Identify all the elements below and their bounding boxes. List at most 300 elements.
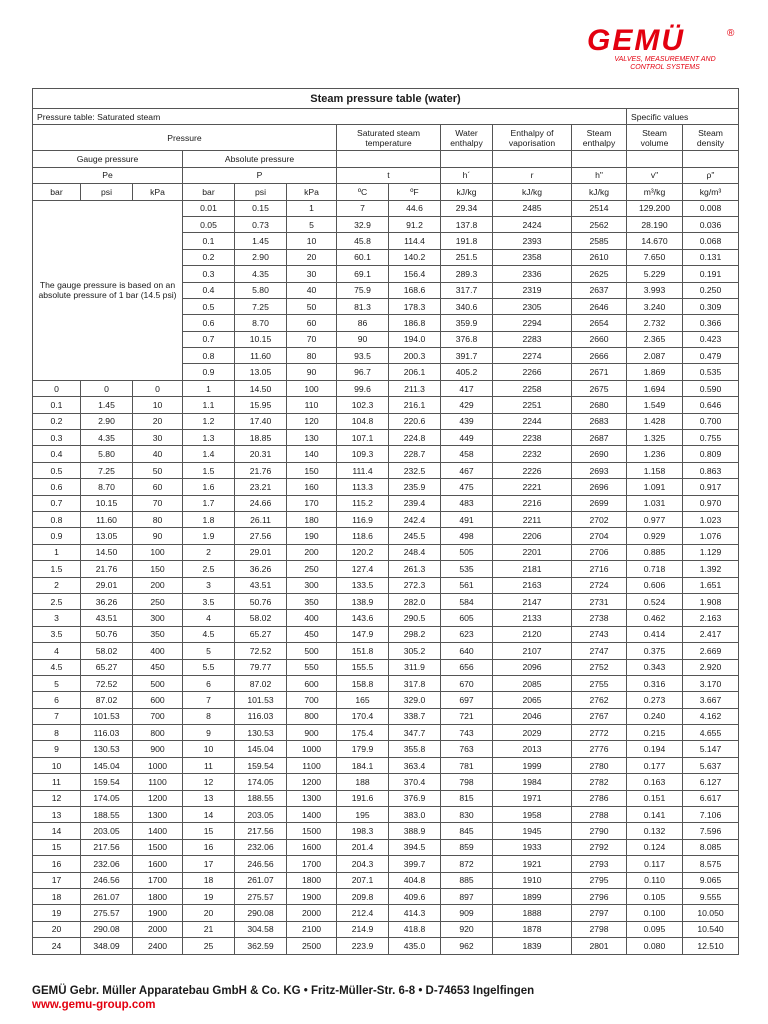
cell-r: 2163 <box>493 577 572 593</box>
cell-g-psi: 58.02 <box>81 643 133 659</box>
footer-website-link[interactable]: www.gemu-group.com <box>32 999 156 1011</box>
table-row <box>33 511 739 527</box>
cell-h-steam: 2796 <box>572 888 627 904</box>
table-row <box>33 643 739 659</box>
cell-v: 0.100 <box>627 905 683 921</box>
cell-h-water: 505 <box>441 544 493 560</box>
cell-g-bar: 16 <box>33 856 81 872</box>
cell-rho: 8.575 <box>683 856 739 872</box>
cell-t-f: 298.2 <box>389 626 441 642</box>
cell-a-bar: 0.2 <box>183 249 235 265</box>
cell-h-steam: 2690 <box>572 446 627 462</box>
cell-t-c: 99.6 <box>337 380 389 396</box>
cell-g-bar: 15 <box>33 839 81 855</box>
cell-g-bar: 0.9 <box>33 528 81 544</box>
cell-t-f: 235.9 <box>389 479 441 495</box>
cell-a-kpa: 1500 <box>287 823 337 839</box>
header-blank <box>627 151 683 167</box>
cell-rho: 2.163 <box>683 610 739 626</box>
cell-h-water: 498 <box>441 528 493 544</box>
cell-v: 0.273 <box>627 692 683 708</box>
cell-a-psi: 159.54 <box>235 757 287 773</box>
cell-rho: 10.540 <box>683 921 739 937</box>
cell-h-water: 721 <box>441 708 493 724</box>
cell-rho: 2.417 <box>683 626 739 642</box>
cell-a-kpa: 700 <box>287 692 337 708</box>
footer-company-address: GEMÜ Gebr. Müller Apparatebau GmbH & Co. KG • Fritz-Müller-Str. 6-8 • D-74653 Ingelfingen <box>32 985 535 997</box>
table-row <box>33 561 739 577</box>
cell-h-steam: 2693 <box>572 462 627 478</box>
cell-v: 1.428 <box>627 413 683 429</box>
cell-t-c: 170.4 <box>337 708 389 724</box>
cell-g-psi: 2.90 <box>81 413 133 429</box>
cell-v: 3.240 <box>627 298 683 314</box>
cell-v: 28.190 <box>627 216 683 232</box>
cell-t-f: 228.7 <box>389 446 441 462</box>
cell-a-kpa: 450 <box>287 626 337 642</box>
cell-rho: 0.068 <box>683 233 739 249</box>
cell-t-c: 223.9 <box>337 938 389 954</box>
cell-a-psi: 72.52 <box>235 643 287 659</box>
cell-a-bar: 1.6 <box>183 479 235 495</box>
cell-v: 0.194 <box>627 741 683 757</box>
cell-v: 1.091 <box>627 479 683 495</box>
cell-t-c: 147.9 <box>337 626 389 642</box>
header-steam-volume: Steam volume <box>627 125 683 151</box>
cell-a-psi: 217.56 <box>235 823 287 839</box>
cell-t-c: 7 <box>337 200 389 216</box>
cell-rho: 0.970 <box>683 495 739 511</box>
cell-t-f: 383.0 <box>389 807 441 823</box>
cell-h-steam: 2696 <box>572 479 627 495</box>
cell-t-f: 370.4 <box>389 774 441 790</box>
cell-g-bar: 0 <box>33 380 81 396</box>
cell-a-kpa: 2000 <box>287 905 337 921</box>
cell-v: 0.929 <box>627 528 683 544</box>
cell-t-f: 114.4 <box>389 233 441 249</box>
cell-h-steam: 2625 <box>572 266 627 282</box>
cell-a-psi: 65.27 <box>235 626 287 642</box>
cell-t-c: 204.3 <box>337 856 389 872</box>
cell-h-water: 429 <box>441 397 493 413</box>
cell-r: 1839 <box>493 938 572 954</box>
cell-t-c: 201.4 <box>337 839 389 855</box>
cell-r: 2238 <box>493 430 572 446</box>
brand-logo-block <box>585 24 745 76</box>
cell-r: 1888 <box>493 905 572 921</box>
header-saturated-temp: Saturated steam temperature <box>337 125 441 151</box>
cell-g-bar: 20 <box>33 921 81 937</box>
cell-rho: 4.162 <box>683 708 739 724</box>
cell-g-psi: 0 <box>81 380 133 396</box>
cell-h-steam: 2680 <box>572 397 627 413</box>
table-row <box>33 790 739 806</box>
table-row <box>33 200 739 216</box>
cell-h-water: 872 <box>441 856 493 872</box>
cell-rho: 2.920 <box>683 659 739 675</box>
cell-h-steam: 2793 <box>572 856 627 872</box>
table-row <box>33 397 739 413</box>
cell-h-steam: 2716 <box>572 561 627 577</box>
cell-v: 0.151 <box>627 790 683 806</box>
cell-a-bar: 0.1 <box>183 233 235 249</box>
cell-a-bar: 1.5 <box>183 462 235 478</box>
cell-a-bar: 1.2 <box>183 413 235 429</box>
cell-a-kpa: 1100 <box>287 757 337 773</box>
cell-v: 1.549 <box>627 397 683 413</box>
cell-g-kpa: 30 <box>133 430 183 446</box>
cell-t-f: 248.4 <box>389 544 441 560</box>
unit-gauge-bar: bar <box>33 184 81 200</box>
cell-h-water: 962 <box>441 938 493 954</box>
cell-g-bar: 10 <box>33 757 81 773</box>
table-row <box>33 823 739 839</box>
table-row <box>33 921 739 937</box>
cell-a-psi: 101.53 <box>235 692 287 708</box>
cell-a-bar: 1.7 <box>183 495 235 511</box>
cell-g-kpa: 250 <box>133 593 183 609</box>
table-row <box>33 610 739 626</box>
cell-v: 0.163 <box>627 774 683 790</box>
section-specific-values: Specific values <box>627 109 739 125</box>
cell-a-psi: 304.58 <box>235 921 287 937</box>
cell-t-f: 272.3 <box>389 577 441 593</box>
cell-t-c: 109.3 <box>337 446 389 462</box>
cell-a-bar: 7 <box>183 692 235 708</box>
cell-t-f: 242.4 <box>389 511 441 527</box>
header-steam-enthalpy: Steam enthalpy <box>572 125 627 151</box>
cell-v: 2.732 <box>627 315 683 331</box>
unit-steam-enthalpy: kJ/kg <box>572 184 627 200</box>
cell-a-kpa: 550 <box>287 659 337 675</box>
cell-v: 0.316 <box>627 675 683 691</box>
gemu-logo <box>585 24 745 56</box>
cell-a-psi: 36.26 <box>235 561 287 577</box>
cell-v: 0.132 <box>627 823 683 839</box>
cell-h-steam: 2801 <box>572 938 627 954</box>
cell-g-psi: 7.25 <box>81 462 133 478</box>
cell-h-steam: 2637 <box>572 282 627 298</box>
cell-g-bar: 13 <box>33 807 81 823</box>
cell-h-steam: 2790 <box>572 823 627 839</box>
cell-g-kpa: 40 <box>133 446 183 462</box>
cell-a-kpa: 20 <box>287 249 337 265</box>
cell-a-bar: 4 <box>183 610 235 626</box>
cell-r: 1984 <box>493 774 572 790</box>
cell-g-kpa: 200 <box>133 577 183 593</box>
cell-h-water: 697 <box>441 692 493 708</box>
cell-h-steam: 2585 <box>572 233 627 249</box>
cell-g-psi: 5.80 <box>81 446 133 462</box>
cell-g-bar: 1 <box>33 544 81 560</box>
cell-v: 0.141 <box>627 807 683 823</box>
cell-v: 0.215 <box>627 725 683 741</box>
cell-g-psi: 246.56 <box>81 872 133 888</box>
cell-rho: 1.392 <box>683 561 739 577</box>
cell-h-steam: 2699 <box>572 495 627 511</box>
cell-t-c: 143.6 <box>337 610 389 626</box>
table-row <box>33 446 739 462</box>
cell-a-psi: 2.90 <box>235 249 287 265</box>
cell-g-kpa: 80 <box>133 511 183 527</box>
cell-g-bar: 17 <box>33 872 81 888</box>
cell-rho: 4.655 <box>683 725 739 741</box>
table-row <box>33 757 739 773</box>
cell-v: 0.524 <box>627 593 683 609</box>
cell-a-psi: 145.04 <box>235 741 287 757</box>
cell-rho: 2.669 <box>683 643 739 659</box>
cell-t-f: 305.2 <box>389 643 441 659</box>
cell-g-psi: 261.07 <box>81 888 133 904</box>
cell-a-bar: 0.05 <box>183 216 235 232</box>
cell-h-steam: 2782 <box>572 774 627 790</box>
cell-a-psi: 13.05 <box>235 364 287 380</box>
cell-h-steam: 2671 <box>572 364 627 380</box>
cell-h-steam: 2743 <box>572 626 627 642</box>
cell-a-kpa: 150 <box>287 462 337 478</box>
header-blank <box>572 151 627 167</box>
header-water-enthalpy: Water enthalpy <box>441 125 493 151</box>
cell-h-water: 289.3 <box>441 266 493 282</box>
cell-a-bar: 12 <box>183 774 235 790</box>
cell-a-bar: 6 <box>183 675 235 691</box>
cell-h-water: 605 <box>441 610 493 626</box>
cell-a-bar: 8 <box>183 708 235 724</box>
cell-a-psi: 116.03 <box>235 708 287 724</box>
cell-a-kpa: 50 <box>287 298 337 314</box>
table-row <box>33 774 739 790</box>
cell-r: 2244 <box>493 413 572 429</box>
cell-a-kpa: 30 <box>287 266 337 282</box>
cell-g-kpa: 1300 <box>133 807 183 823</box>
cell-g-bar: 7 <box>33 708 81 724</box>
cell-g-kpa: 400 <box>133 643 183 659</box>
cell-t-c: 45.8 <box>337 233 389 249</box>
cell-g-psi: 87.02 <box>81 692 133 708</box>
cell-g-kpa: 100 <box>133 544 183 560</box>
cell-h-water: 340.6 <box>441 298 493 314</box>
cell-h-water: 798 <box>441 774 493 790</box>
cell-a-kpa: 300 <box>287 577 337 593</box>
cell-rho: 0.700 <box>683 413 739 429</box>
cell-h-water: 670 <box>441 675 493 691</box>
cell-a-bar: 0.6 <box>183 315 235 331</box>
table-row <box>33 659 739 675</box>
cell-t-f: 311.9 <box>389 659 441 675</box>
cell-rho: 5.637 <box>683 757 739 773</box>
cell-a-bar: 5 <box>183 643 235 659</box>
cell-r: 2266 <box>493 364 572 380</box>
cell-a-kpa: 120 <box>287 413 337 429</box>
cell-h-steam: 2562 <box>572 216 627 232</box>
cell-a-kpa: 170 <box>287 495 337 511</box>
cell-g-psi: 188.55 <box>81 807 133 823</box>
cell-t-f: 290.5 <box>389 610 441 626</box>
cell-a-bar: 2 <box>183 544 235 560</box>
cell-a-bar: 0.7 <box>183 331 235 347</box>
cell-h-water: 483 <box>441 495 493 511</box>
cell-a-bar: 11 <box>183 757 235 773</box>
tagline-line-1: VALVES, MEASUREMENT AND <box>614 56 716 63</box>
cell-a-kpa: 900 <box>287 725 337 741</box>
cell-a-bar: 18 <box>183 872 235 888</box>
cell-r: 2485 <box>493 200 572 216</box>
cell-t-c: 155.5 <box>337 659 389 675</box>
cell-a-bar: 0.9 <box>183 364 235 380</box>
cell-rho: 8.085 <box>683 839 739 855</box>
cell-h-steam: 2795 <box>572 872 627 888</box>
cell-v: 1.694 <box>627 380 683 396</box>
cell-t-c: 116.9 <box>337 511 389 527</box>
cell-v: 0.105 <box>627 888 683 904</box>
cell-g-bar: 6 <box>33 692 81 708</box>
cell-rho: 0.036 <box>683 216 739 232</box>
cell-g-bar: 8 <box>33 725 81 741</box>
cell-g-kpa: 2000 <box>133 921 183 937</box>
cell-v: 0.414 <box>627 626 683 642</box>
cell-a-psi: 43.51 <box>235 577 287 593</box>
cell-t-c: 138.9 <box>337 593 389 609</box>
cell-t-c: 60.1 <box>337 249 389 265</box>
cell-g-kpa: 0 <box>133 380 183 396</box>
unit-celsius: ºC <box>337 184 389 200</box>
cell-t-c: 212.4 <box>337 905 389 921</box>
cell-t-f: 156.4 <box>389 266 441 282</box>
cell-a-kpa: 140 <box>287 446 337 462</box>
cell-a-kpa: 600 <box>287 675 337 691</box>
cell-t-c: 115.2 <box>337 495 389 511</box>
cell-h-water: 417 <box>441 380 493 396</box>
cell-r: 1945 <box>493 823 572 839</box>
cell-t-f: 186.8 <box>389 315 441 331</box>
cell-a-kpa: 400 <box>287 610 337 626</box>
table-row <box>33 708 739 724</box>
cell-rho: 12.510 <box>683 938 739 954</box>
cell-t-c: 207.1 <box>337 872 389 888</box>
header-blank <box>493 151 572 167</box>
cell-t-f: 376.9 <box>389 790 441 806</box>
cell-v: 1.236 <box>627 446 683 462</box>
cell-g-kpa: 2400 <box>133 938 183 954</box>
cell-t-f: 394.5 <box>389 839 441 855</box>
cell-a-kpa: 100 <box>287 380 337 396</box>
cell-t-f: 435.0 <box>389 938 441 954</box>
cell-t-f: 245.5 <box>389 528 441 544</box>
cell-a-bar: 0.5 <box>183 298 235 314</box>
cell-a-psi: 23.21 <box>235 479 287 495</box>
header-steam-density: Steam density <box>683 125 739 151</box>
symbol-pe: Pe <box>33 167 183 183</box>
cell-t-c: 175.4 <box>337 725 389 741</box>
cell-g-kpa: 500 <box>133 675 183 691</box>
cell-a-bar: 20 <box>183 905 235 921</box>
cell-a-kpa: 110 <box>287 397 337 413</box>
table-row <box>33 528 739 544</box>
cell-t-c: 191.6 <box>337 790 389 806</box>
cell-t-f: 140.2 <box>389 249 441 265</box>
table-row <box>33 495 739 511</box>
cell-a-psi: 87.02 <box>235 675 287 691</box>
cell-rho: 0.590 <box>683 380 739 396</box>
pressure-rows <box>33 380 739 954</box>
cell-t-f: 232.5 <box>389 462 441 478</box>
cell-r: 2065 <box>493 692 572 708</box>
cell-h-steam: 2706 <box>572 544 627 560</box>
cell-g-kpa: 150 <box>133 561 183 577</box>
cell-a-kpa: 90 <box>287 364 337 380</box>
cell-a-bar: 4.5 <box>183 626 235 642</box>
cell-h-water: 623 <box>441 626 493 642</box>
cell-a-psi: 232.06 <box>235 839 287 855</box>
cell-t-f: 216.1 <box>389 397 441 413</box>
cell-rho: 0.755 <box>683 430 739 446</box>
cell-a-psi: 290.08 <box>235 905 287 921</box>
cell-g-kpa: 1600 <box>133 856 183 872</box>
cell-a-psi: 275.57 <box>235 888 287 904</box>
cell-r: 2120 <box>493 626 572 642</box>
table-row <box>33 839 739 855</box>
cell-g-psi: 130.53 <box>81 741 133 757</box>
cell-r: 2206 <box>493 528 572 544</box>
cell-rho: 1.076 <box>683 528 739 544</box>
cell-a-bar: 1.8 <box>183 511 235 527</box>
table-row <box>33 888 739 904</box>
cell-a-kpa: 130 <box>287 430 337 446</box>
cell-a-bar: 3.5 <box>183 593 235 609</box>
cell-rho: 0.646 <box>683 397 739 413</box>
table-row <box>33 856 739 872</box>
cell-g-bar: 0.5 <box>33 462 81 478</box>
cell-h-water: 29.34 <box>441 200 493 216</box>
cell-r: 2046 <box>493 708 572 724</box>
cell-t-f: 338.7 <box>389 708 441 724</box>
cell-h-water: 376.8 <box>441 331 493 347</box>
cell-g-bar: 24 <box>33 938 81 954</box>
cell-r: 2232 <box>493 446 572 462</box>
cell-a-psi: 26.11 <box>235 511 287 527</box>
cell-r: 1971 <box>493 790 572 806</box>
cell-g-kpa: 600 <box>133 692 183 708</box>
cell-h-steam: 2702 <box>572 511 627 527</box>
cell-rho: 0.191 <box>683 266 739 282</box>
cell-h-steam: 2514 <box>572 200 627 216</box>
cell-h-water: 467 <box>441 462 493 478</box>
cell-rho: 1.023 <box>683 511 739 527</box>
header-blank <box>337 151 441 167</box>
cell-g-psi: 11.60 <box>81 511 133 527</box>
cell-t-f: 261.3 <box>389 561 441 577</box>
cell-h-water: 449 <box>441 430 493 446</box>
cell-g-bar: 11 <box>33 774 81 790</box>
cell-t-f: 414.3 <box>389 905 441 921</box>
cell-a-psi: 5.80 <box>235 282 287 298</box>
unit-fahrenheit: ºF <box>389 184 441 200</box>
symbol-h-water: h´ <box>441 167 493 183</box>
cell-t-c: 118.6 <box>337 528 389 544</box>
tagline-line-2: CONTROL SYSTEMS <box>630 64 700 71</box>
vacuum-rows <box>33 200 739 380</box>
table-row <box>33 692 739 708</box>
cell-a-psi: 79.77 <box>235 659 287 675</box>
cell-t-c: 96.7 <box>337 364 389 380</box>
cell-r: 1999 <box>493 757 572 773</box>
table-row <box>33 380 739 396</box>
cell-v: 0.462 <box>627 610 683 626</box>
cell-a-kpa: 350 <box>287 593 337 609</box>
cell-t-f: 282.0 <box>389 593 441 609</box>
cell-t-c: 107.1 <box>337 430 389 446</box>
cell-h-water: 909 <box>441 905 493 921</box>
